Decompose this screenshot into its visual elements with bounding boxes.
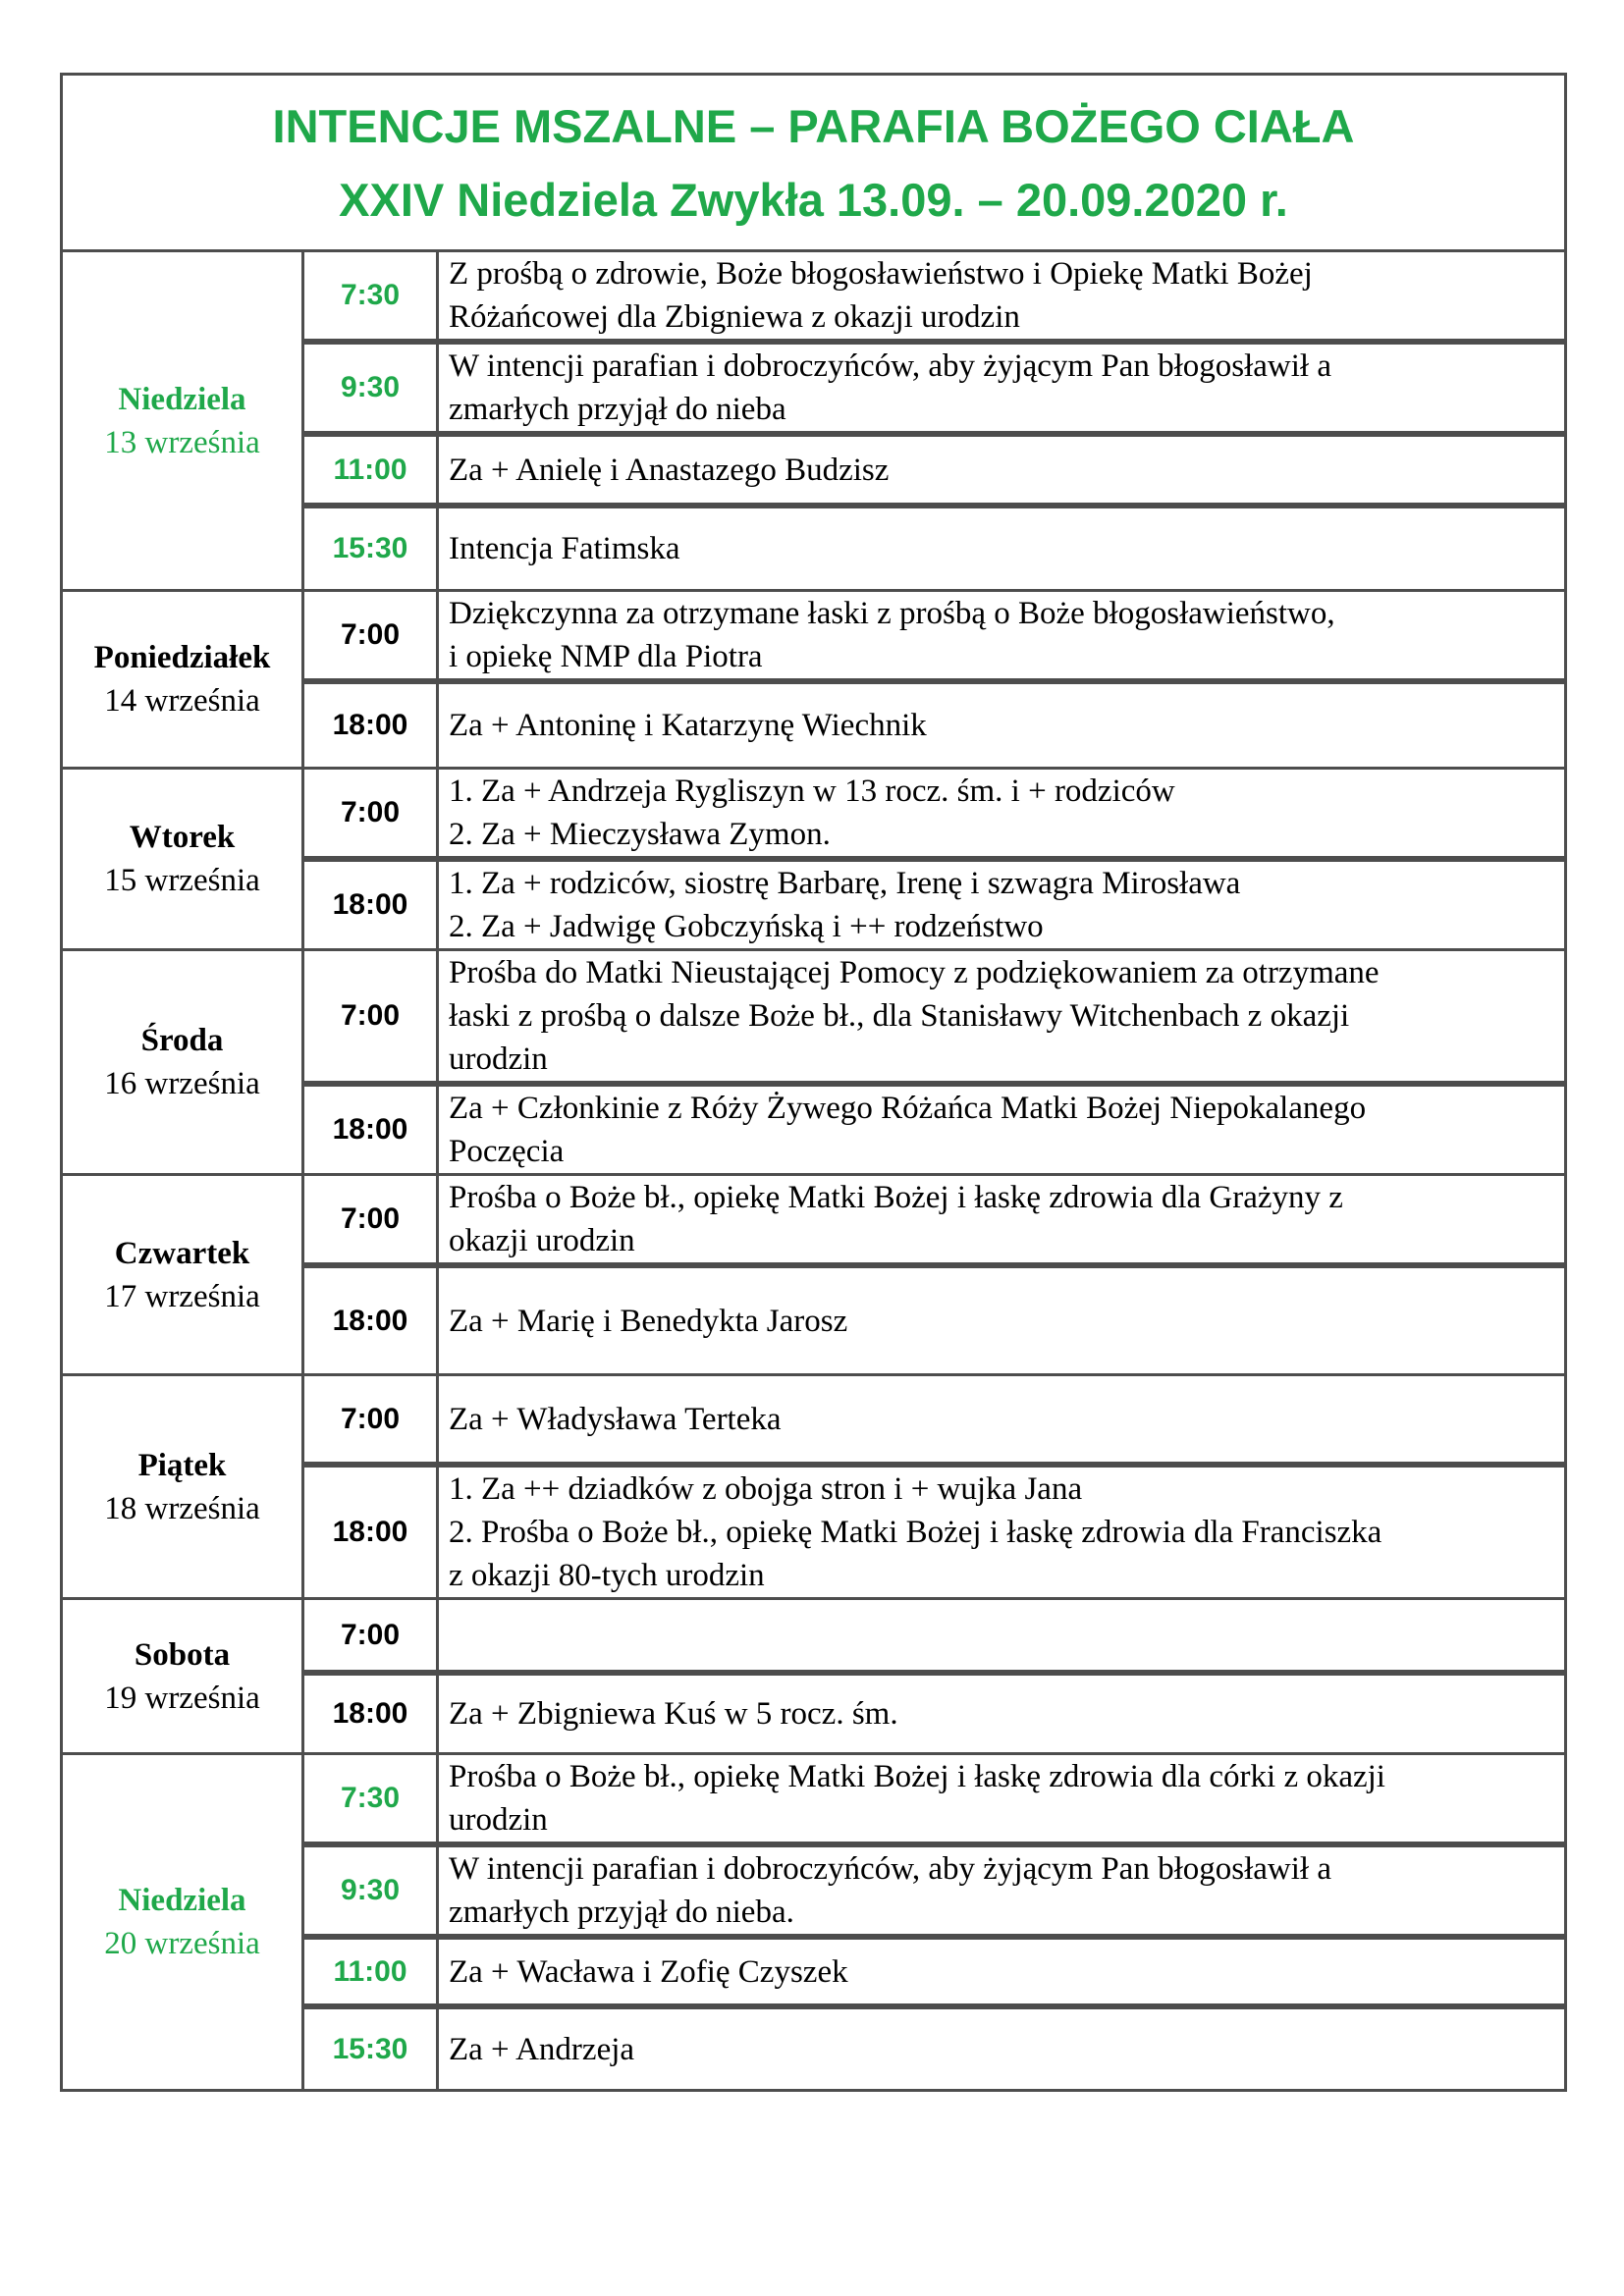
mass-intention — [439, 252, 1564, 339]
intention-line: Za + Anielę i Anastazego Budzisz — [449, 452, 890, 488]
mass-intention — [439, 1842, 1564, 1934]
day-cell — [63, 252, 304, 589]
intention-line: Za + Marię i Benedykta Jarosz — [449, 1303, 848, 1339]
mass-intention — [439, 503, 1564, 589]
day-name: Środa — [140, 1023, 224, 1058]
day-cell — [63, 1373, 304, 1597]
intention-line: urodzin — [449, 1041, 548, 1077]
day-cell — [63, 589, 304, 767]
intention-line: 1. Za + Andrzeja Rygliszyn w 13 rocz. śm. i + rodziców — [449, 774, 1175, 809]
day-cell — [63, 1173, 304, 1373]
mass-row — [63, 1173, 1564, 1262]
mass-intention — [439, 1752, 1564, 1842]
mass-intention — [439, 856, 1564, 948]
mass-row — [63, 589, 1564, 678]
mass-intention — [439, 339, 1564, 431]
intention-line: W intencji parafian i dobroczyńców, aby żyjącym Pan błogosławił a — [449, 1851, 1331, 1887]
intention-line: z okazji 80-tych urodzin — [449, 1558, 765, 1593]
mass-time: 7:00 — [304, 948, 439, 1081]
mass-time: 18:00 — [304, 678, 439, 767]
intention-line: Za + Członkinie z Róży Żywego Różańca Matki Bożej Niepokalanego — [449, 1091, 1367, 1126]
intention-line: Prośba do Matki Nieustającej Pomocy z podziękowaniem za otrzymane — [449, 955, 1380, 990]
day-date: 15 września — [104, 863, 260, 898]
mass-row — [63, 252, 1564, 339]
intention-line: Za + Andrzeja — [449, 2031, 635, 2067]
mass-intention — [439, 767, 1564, 856]
mass-row — [63, 1373, 1564, 1462]
intention-line: 1. Za ++ dziadków z obojga stron i + wujka Jana — [449, 1471, 1083, 1507]
mass-row — [63, 767, 1564, 856]
day-cell — [63, 1752, 304, 2089]
intention-line: okazji urodzin — [449, 1223, 635, 1258]
mass-time: 9:30 — [304, 339, 439, 431]
mass-time: 18:00 — [304, 856, 439, 948]
mass-time: 7:30 — [304, 252, 439, 339]
mass-intention — [439, 1373, 1564, 1462]
intention-line: urodzin — [449, 1802, 548, 1838]
day-date: 20 września — [104, 1926, 260, 1961]
day-cell — [63, 948, 304, 1173]
intention-line: 2. Prośba o Boże bł., opiekę Matki Bożej i łaskę zdrowia dla Franciszka — [449, 1515, 1382, 1550]
mass-time: 7:00 — [304, 1597, 439, 1670]
day-date: 17 września — [104, 1278, 260, 1314]
mass-time: 18:00 — [304, 1670, 439, 1752]
mass-intention — [439, 1173, 1564, 1262]
intention-line: Prośba o Boże bł., opiekę Matki Bożej i łaskę zdrowia dla córki z okazji — [449, 1759, 1385, 1794]
mass-intention — [439, 1462, 1564, 1597]
intention-line: Poczęcia — [449, 1134, 565, 1169]
intention-line: 2. Za + Mieczysława Zymon. — [449, 817, 831, 852]
day-date: 18 września — [104, 1490, 260, 1526]
mass-intention — [439, 1262, 1564, 1373]
mass-intention — [439, 431, 1564, 503]
day-date: 14 września — [104, 683, 260, 719]
mass-time: 7:00 — [304, 1373, 439, 1462]
mass-time: 15:30 — [304, 2003, 439, 2089]
mass-time: 15:30 — [304, 503, 439, 589]
intentions-table — [60, 73, 1567, 2092]
day-date: 16 września — [104, 1066, 260, 1101]
title-line-2: XXIV Niedziela Zwykła 13.09. – 20.09.2020 r. — [339, 173, 1288, 226]
mass-time: 7:00 — [304, 1173, 439, 1262]
intention-line: zmarłych przyjął do nieba — [449, 392, 786, 427]
day-date: 13 września — [104, 424, 260, 460]
mass-time: 7:30 — [304, 1752, 439, 1842]
title-line-1: INTENCJE MSZALNE – PARAFIA BOŻEGO CIAŁA — [272, 99, 1355, 152]
mass-intention — [439, 2003, 1564, 2089]
mass-row — [63, 948, 1564, 1081]
day-name: Czwartek — [114, 1235, 250, 1271]
mass-time: 7:00 — [304, 767, 439, 856]
mass-intention — [439, 1597, 1564, 1670]
intention-line: Za + Władysława Terteka — [449, 1401, 782, 1437]
page-title — [63, 76, 1564, 252]
day-name: Piątek — [137, 1447, 227, 1483]
mass-intention — [439, 948, 1564, 1081]
intention-line: W intencji parafian i dobroczyńców, aby żyjącym Pan błogosławił a — [449, 348, 1331, 384]
mass-intention — [439, 1670, 1564, 1752]
day-cell — [63, 767, 304, 948]
mass-intention — [439, 589, 1564, 678]
intention-line: Prośba o Boże bł., opiekę Matki Bożej i łaskę zdrowia dla Grażyny z — [449, 1180, 1343, 1215]
intention-line: Z prośbą o zdrowie, Boże błogosławieństwo i Opiekę Matki Bożej — [449, 256, 1313, 292]
intention-line: Intencja Fatimska — [449, 531, 680, 566]
day-cell — [63, 1597, 304, 1752]
intention-line: 1. Za + rodziców, siostrę Barbarę, Irenę i szwagra Mirosława — [449, 866, 1241, 901]
day-name: Niedziela — [118, 1883, 246, 1918]
intention-line: zmarłych przyjął do nieba. — [449, 1895, 794, 1930]
intention-line: łaski z prośbą o dalsze Boże bł., dla Stanisławy Witchenbach z okazji — [449, 998, 1350, 1034]
intention-line: Za + Zbigniewa Kuś w 5 rocz. śm. — [449, 1696, 898, 1732]
intention-line: i opiekę NMP dla Piotra — [449, 639, 763, 674]
intention-line: Za + Antoninę i Katarzynę Wiechnik — [449, 708, 927, 743]
mass-intention — [439, 1081, 1564, 1173]
intention-line: Dziękczynna za otrzymane łaski z prośbą o Boże błogosławieństwo, — [449, 596, 1335, 631]
mass-time: 18:00 — [304, 1262, 439, 1373]
day-name: Niedziela — [118, 381, 246, 417]
mass-time: 11:00 — [304, 431, 439, 503]
day-date: 19 września — [104, 1680, 260, 1716]
mass-time: 18:00 — [304, 1081, 439, 1173]
intention-line: 2. Za + Jadwigę Gobczyńską i ++ rodzeństwo — [449, 909, 1044, 944]
mass-row — [63, 1597, 1564, 1670]
day-name: Poniedziałek — [93, 640, 271, 675]
mass-time: 18:00 — [304, 1462, 439, 1597]
mass-time: 7:00 — [304, 589, 439, 678]
mass-time: 9:30 — [304, 1842, 439, 1934]
mass-intention — [439, 678, 1564, 767]
day-name: Sobota — [134, 1636, 231, 1673]
intention-line: Różańcowej dla Zbigniewa z okazji urodzin — [449, 299, 1020, 335]
day-name: Wtorek — [129, 820, 236, 855]
mass-time: 11:00 — [304, 1934, 439, 2003]
mass-intention — [439, 1934, 1564, 2003]
mass-row — [63, 1752, 1564, 1842]
intention-line: Za + Wacława i Zofię Czyszek — [449, 1953, 848, 1990]
